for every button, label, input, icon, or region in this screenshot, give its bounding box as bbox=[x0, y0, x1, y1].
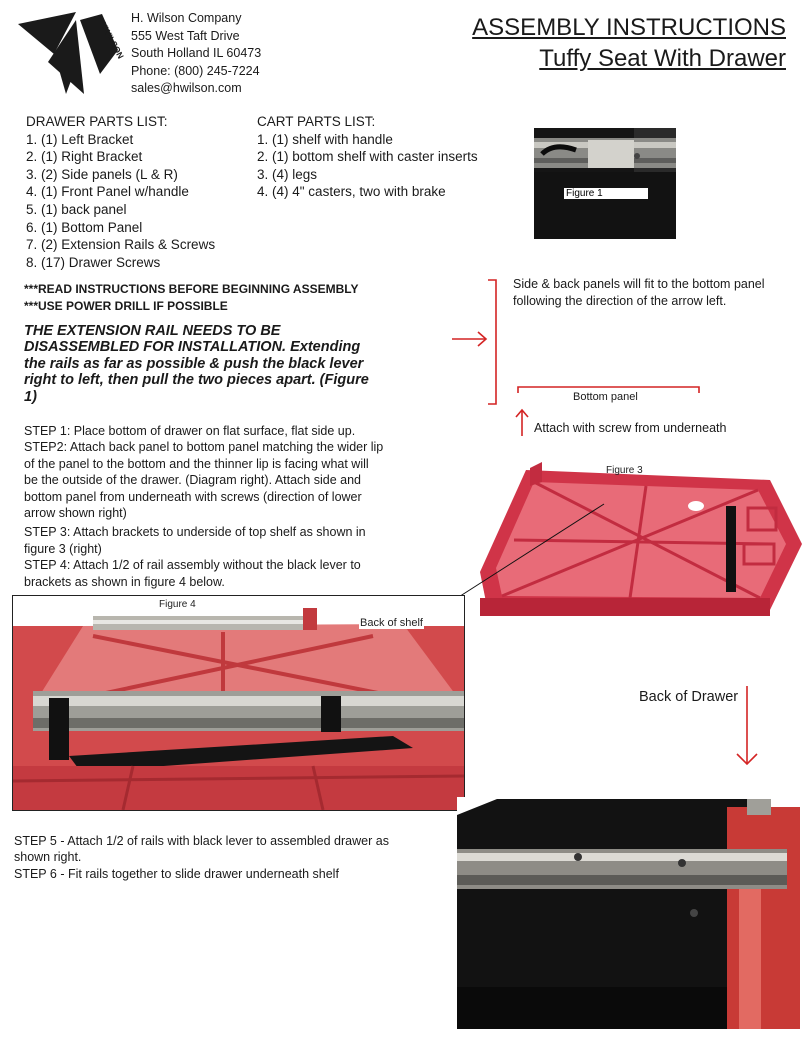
step-5: STEP 5 - Attach 1/2 of rails with black lever to assembled drawer as shown right. bbox=[14, 834, 389, 865]
warning-drill: ***USE POWER DRILL IF POSSIBLE bbox=[24, 298, 228, 313]
list-item: 7. (2) Extension Rails & Screws bbox=[26, 237, 216, 253]
company-email: sales@hwilson.com bbox=[131, 81, 242, 95]
back-of-drawer-label: Back of Drawer bbox=[639, 689, 739, 705]
back-of-shelf-label: Back of shelf bbox=[360, 617, 423, 629]
steps-1-4 bbox=[24, 423, 384, 590]
step-3: STEP 3: Attach brackets to underside of top shelf as shown in figure 3 (right) bbox=[24, 525, 366, 556]
cart-parts-list bbox=[257, 113, 478, 201]
bottom-panel-label: Bottom panel bbox=[573, 391, 638, 403]
figure-3-caption: Figure 3 bbox=[606, 465, 643, 476]
figure-4-caption: Figure 4 bbox=[159, 599, 196, 610]
company-phone: Phone: (800) 245-7224 bbox=[131, 63, 260, 78]
list-item: 1. (1) shelf with handle bbox=[257, 131, 393, 147]
list-item: 5. (1) back panel bbox=[26, 201, 127, 217]
list-item: 6. (1) Bottom Panel bbox=[26, 219, 143, 235]
drawer-photo bbox=[457, 797, 800, 1029]
list-item: 4. (1) Front Panel w/handle bbox=[26, 184, 189, 200]
step-4: STEP 4: Attach 1/2 of rail assembly without the black lever to brackets as shown in figure 4 below. bbox=[24, 558, 361, 589]
panel-diagram bbox=[452, 276, 802, 441]
page-subtitle: Tuffy Seat With Drawer bbox=[539, 45, 786, 72]
company-street: 555 West Taft Drive bbox=[131, 28, 240, 43]
drawer-parts-list bbox=[26, 113, 215, 271]
step-6: STEP 6 - Fit rails together to slide drawer underneath shelf bbox=[14, 866, 339, 881]
list-item: 8. (17) Drawer Screws bbox=[26, 254, 161, 270]
cart-parts-heading: CART PARTS LIST: bbox=[257, 114, 376, 129]
list-item: 2. (1) bottom shelf with caster inserts bbox=[257, 149, 478, 165]
list-item: 2. (1) Right Bracket bbox=[26, 149, 143, 165]
page-title: ASSEMBLY INSTRUCTIONS bbox=[472, 14, 786, 41]
list-item: 1. (1) Left Bracket bbox=[26, 131, 134, 147]
figure-1-caption: Figure 1 bbox=[564, 188, 648, 199]
warnings bbox=[24, 281, 358, 314]
logo-text: HWILSON bbox=[98, 20, 126, 61]
figure-1-photo bbox=[534, 128, 676, 239]
list-item: 3. (2) Side panels (L & R) bbox=[26, 166, 178, 182]
step-2: STEP2: Attach back panel to bottom panel matching the wider lip of the panel to the bottom and the thinner lip is facing what will be the outside of the drawer. (Diagram right). Attach side and bottom panel from underneath with screws (direction of lower arrow shown right) bbox=[24, 440, 384, 521]
drawer-parts-heading: DRAWER PARTS LIST: bbox=[26, 114, 168, 129]
warning-read: ***READ INSTRUCTIONS BEFORE BEGINNING ASSEMBLY bbox=[24, 282, 359, 296]
list-item: 4. (4) 4" casters, two with brake bbox=[257, 184, 446, 200]
company-address bbox=[131, 10, 261, 98]
rail-note: THE EXTENSION RAIL NEEDS TO BE DISASSEMBLED FOR INSTALLATION. Extending the rails as far as possible & push the black lever right to left, then pull the two pieces apart. (Figure 1) bbox=[24, 323, 369, 405]
company-name: H. Wilson Company bbox=[131, 11, 242, 25]
side-back-note: Side & back panels will fit to the bottom panel following the direction of the arrow left. bbox=[513, 277, 765, 308]
company-city: South Holland IL 60473 bbox=[131, 46, 262, 60]
list-item: 3. (4) legs bbox=[257, 166, 318, 182]
steps-5-6 bbox=[14, 833, 394, 882]
down-arrow-icon bbox=[730, 684, 764, 770]
figure-4-photo bbox=[12, 595, 465, 811]
attach-note: Attach with screw from underneath bbox=[534, 421, 727, 435]
step-1: STEP 1: Place bottom of drawer on flat surface, flat side up. bbox=[24, 424, 356, 438]
company-logo bbox=[18, 10, 126, 96]
